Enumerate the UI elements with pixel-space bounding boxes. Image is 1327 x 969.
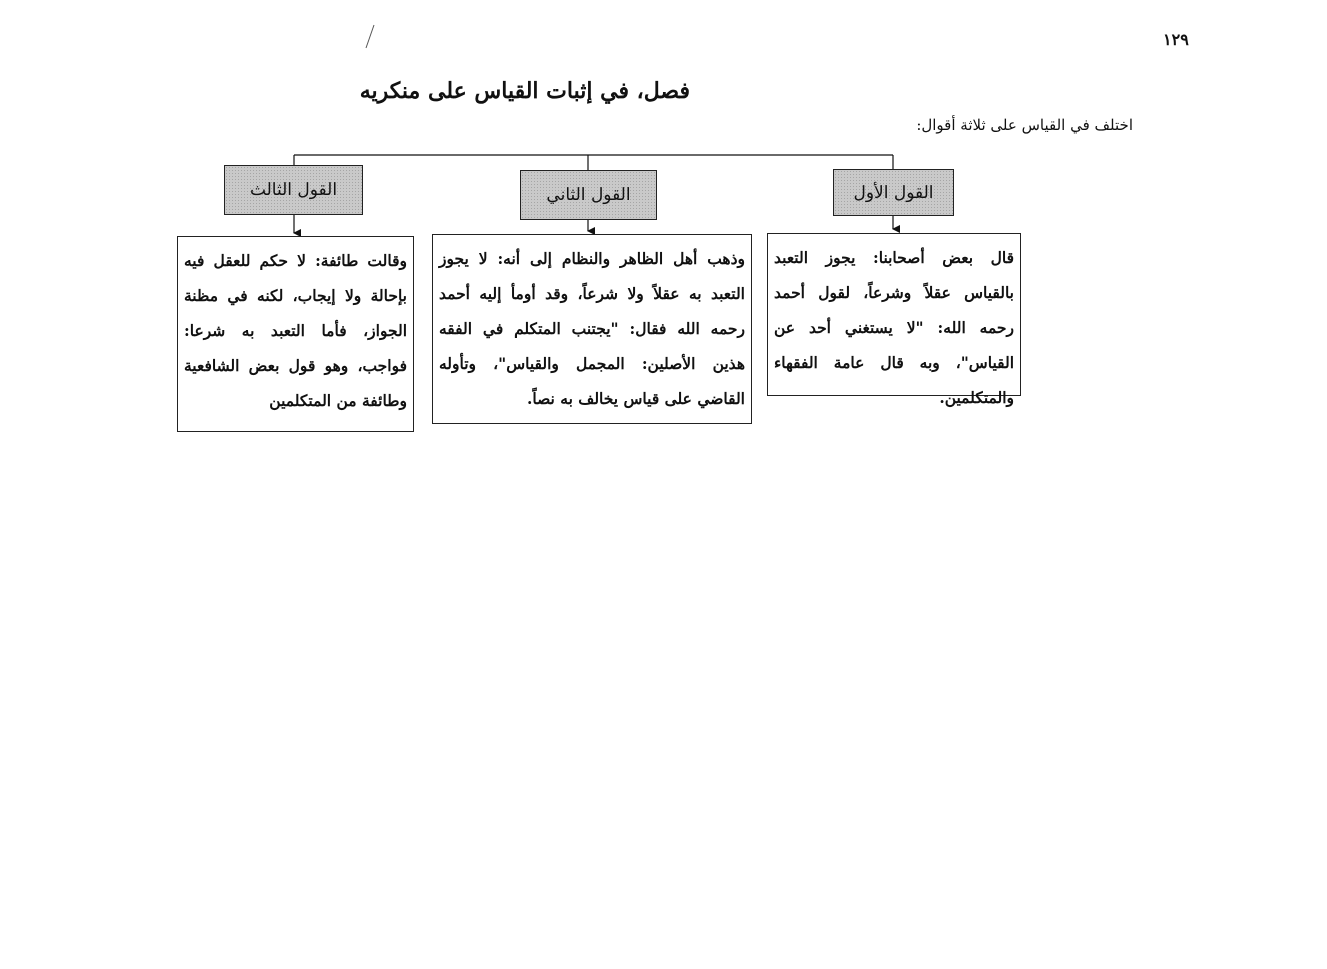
heading-box-first-opinion bbox=[833, 169, 954, 216]
section-title: فصل، في إثبات القياس على منكريه bbox=[359, 78, 690, 104]
text-third-opinion: وقالت طائفة: لا حكم للعقل فيه بإحالة ولا إيجاب، لكنه في مظنة الجواز، فأما التعبد به شرعا: فواجب، وهو قول بعض الشافعية وطائفة من المتكلمين bbox=[184, 251, 407, 410]
heading-second-opinion: القول الثاني bbox=[546, 185, 631, 205]
text-first-opinion: قال بعض أصحابنا: يجوز التعبد بالقياس عقلاً وشرعاً، لقول أحمد رحمه الله: "لا يستغني أحد عن القياس"، وبه قال عامة الفقهاء والمتكلمين. bbox=[774, 248, 1014, 407]
text-box-first-opinion bbox=[767, 233, 1021, 407]
heading-box-second-opinion bbox=[520, 170, 657, 220]
text-second-opinion: وذهب أهل الظاهر والنظام إلى أنه: لا يجوز التعبد به عقلاً ولا شرعاً، وقد أومأ إليه أحمد رحمه الله فقال: "يجتنب المتكلم في الفقه هذين الأصلين: المجمل والقياس"، وتأوله القاضي على قياس يخالف به نصاً. bbox=[439, 249, 745, 408]
heading-third-opinion: القول الثالث bbox=[249, 180, 338, 200]
heading-first-opinion: القول الأول bbox=[853, 182, 934, 203]
text-box-third-opinion bbox=[177, 236, 414, 432]
intro-text: اختلف في القياس على ثلاثة أقوال: bbox=[916, 116, 1133, 134]
page-number: ١٢٩ bbox=[1163, 30, 1189, 49]
heading-box-third-opinion bbox=[224, 165, 363, 215]
text-box-second-opinion bbox=[432, 234, 752, 424]
